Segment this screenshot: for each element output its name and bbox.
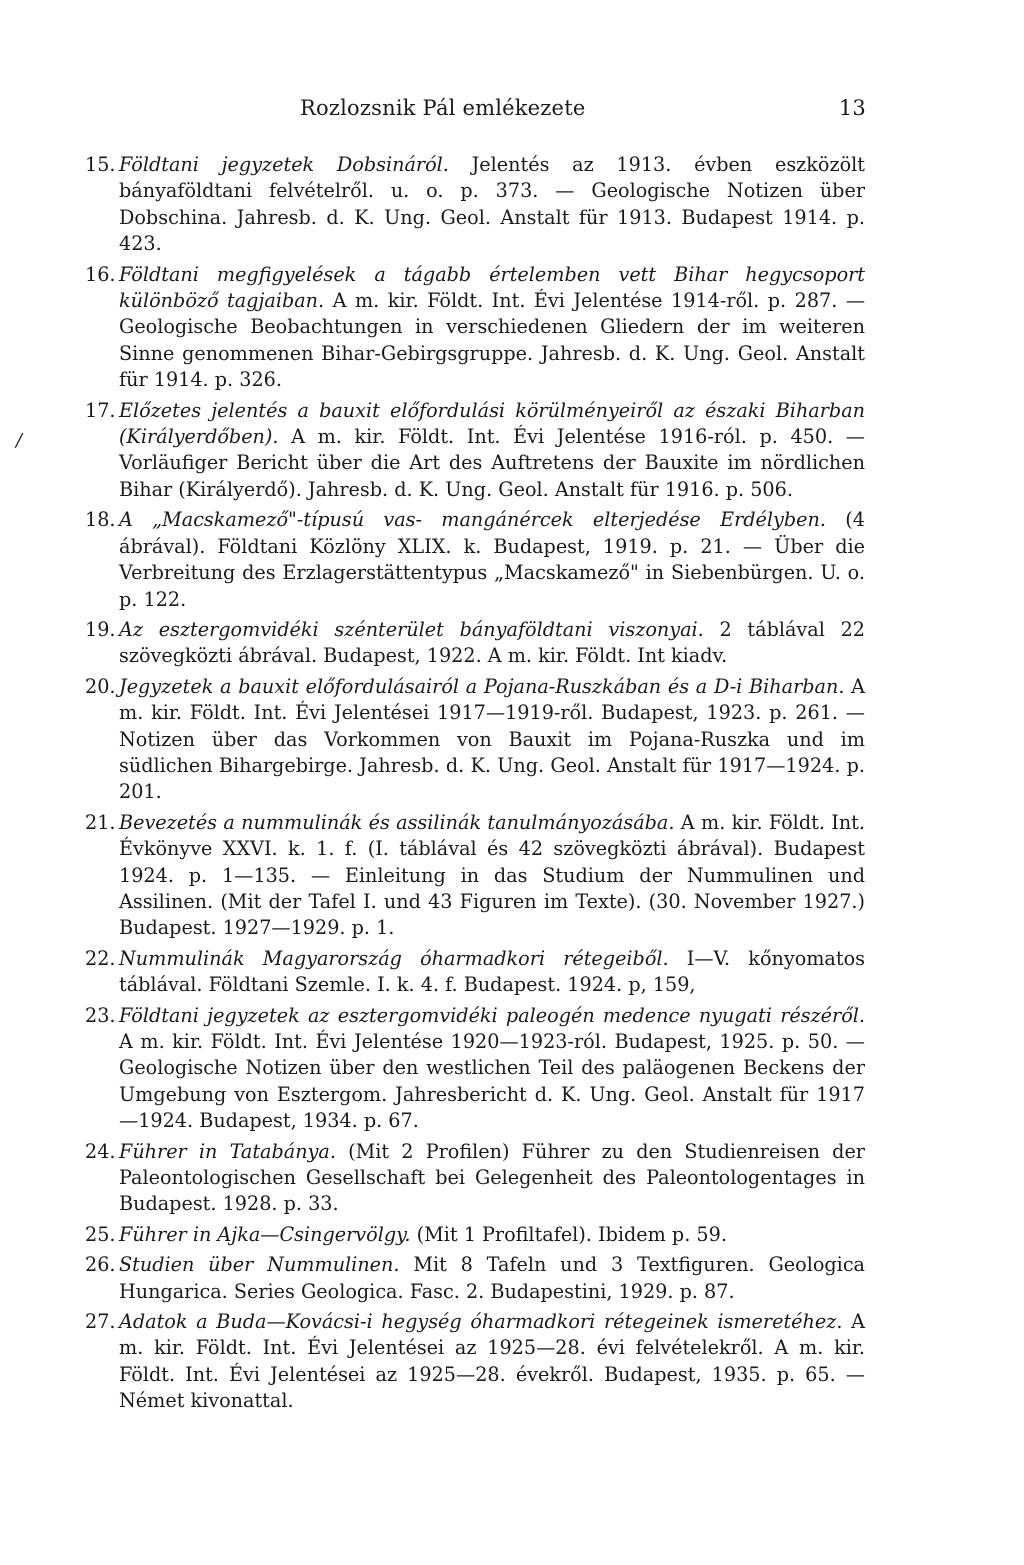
entry-details: Mit 8 Tafeln und 3 Textfiguren. Geologica Hungarica. Series Geologica. Fasc. 2. Budapestini, 1929. p. 87.	[119, 1253, 865, 1303]
entry-number: 20.	[85, 674, 116, 698]
entry-number: 27.	[85, 1310, 116, 1334]
entry-details: (Mit 2 Profilen) Führer zu den Studienreisen der Paleontologischen Gesellschaft bei Gelegenheit des Paleontologentages in Budapest. 1928. p. 33.	[119, 1139, 865, 1216]
margin-mark: /	[16, 430, 23, 451]
entry-number: 26.	[85, 1253, 116, 1277]
entry-details: 2 táblával 22 szövegközti ábrával. Budapest, 1922. A m. kir. Földt. Int kiadv.	[119, 617, 865, 668]
bibliography-entry	[85, 617, 865, 670]
entry-number: 16.	[85, 262, 116, 286]
entry-details: A m. kir. Földt. Int. Évi Jelentése 1920—1923-ról. Budapest, 1925. p. 50. — Geologische Notizen über den westlichen Teil des paläogenen Beckens der Umgebung von Esztergom. Jahresbericht d. K. Ung. Geol. Anstalt für 1917—1924. Budapest, 1934. p. 67.	[119, 1030, 865, 1133]
bibliography-entry	[85, 946, 865, 999]
running-title: Rozlozsnik Pál emlékezete	[300, 96, 586, 120]
entry-details: Jelentés az 1913. évben eszközölt bányaföldtani felvételről. u. o. p. 373. — Geologische Notizen über Dobschina. Jahresb. d. K. Ung. Geol. Anstalt für 1913. Budapest 1914. p. 423.	[119, 153, 865, 256]
entry-number: 25.	[85, 1222, 116, 1246]
entry-title: Az esztergomvidéki szénterület bányaföldtani viszonyai.	[119, 617, 704, 641]
bibliography-entry	[85, 1139, 865, 1218]
bibliography-entry	[85, 152, 865, 258]
entry-number: 18.	[85, 508, 116, 532]
entry-title: Jegyzetek a bauxit előfordulásairól a Pojana-Ruszkában és a D-i Biharban.	[119, 674, 845, 698]
entry-details: A m. kir. Földt. Int. Évi Jelentése 1914-ről. p. 287. — Geologische Beobachtungen in verschiedenen Gliedern der im weiteren Sinne genommenen Bihar-Gebirgsgruppe. Jahresb. d. K. Ung. Geol. Anstalt für 1914. p. 326.	[119, 289, 866, 392]
entry-title: Bevezetés a nummulinák és assilinák tanulmányozásába.	[119, 810, 675, 834]
bibliography-list	[85, 152, 865, 1419]
entry-number: 17.	[85, 398, 116, 422]
bibliography-entry	[85, 1222, 865, 1248]
entry-title: Studien über Nummulinen.	[119, 1253, 400, 1277]
entry-number: 19.	[85, 617, 116, 641]
entry-details: A m. kir. Földt. Int. Évi Jelentése 1916-ról. p. 450. — Vorläufiger Bericht über die Art des Auftretens der Bauxite im nördlichen Bihar (Királyerdő). Jahresb. d. K. Ung. Geol. Anstalt für 1916. p. 506.	[119, 425, 865, 501]
entry-number: 24.	[85, 1139, 116, 1163]
entry-number: 23.	[85, 1003, 116, 1027]
entry-details: A m. kir. Földt. Int. Évi Jelentései az 1925—28. évi felvételekről. A m. kir. Földt. Int. Évi Jelentései az 1925—28. évekről. Budapest, 1935. p. 65. — Német kivonattal.	[119, 1310, 865, 1413]
bibliography-entry	[85, 810, 865, 942]
entry-number: 22.	[85, 946, 116, 970]
bibliography-entry	[85, 674, 865, 806]
bibliography-entry	[85, 1252, 865, 1305]
entry-number: 21.	[85, 810, 116, 834]
running-header	[300, 96, 880, 120]
page-number: 13	[838, 96, 866, 120]
entry-title: Előzetes jelentés a bauxit előfordulási körülményeiről az északi Biharban (Királyerdőben).	[119, 398, 865, 449]
entry-title: Führer in Tatabánya.	[119, 1139, 336, 1163]
entry-title: Földtani megfigyelések a tágabb értelemben vett Bihar hegycsoport különböző tagjaiban.	[119, 262, 865, 313]
entry-title: Führer in Ajka—Csingervölgy.	[119, 1222, 411, 1246]
bibliography-entry	[85, 398, 865, 504]
entry-title: A „Macskamező"-típusú vas- mangánércek elterjedése Erdélyben.	[119, 508, 826, 532]
entry-title: Adatok a Buda—Kovácsi-i hegység óharmadkori rétegeinek ismeretéhez.	[119, 1310, 843, 1334]
entry-details: (4 ábrával). Földtani Közlöny XLIX. k. Budapest, 1919. p. 21. — Über die Verbreitung des Erzlagerstättentypus „Macskamező" in Siebenbürgen. U. o. p. 122.	[119, 508, 866, 611]
bibliography-entry	[85, 1309, 865, 1415]
entry-title: Földtani jegyzetek az esztergomvidéki paleogén medence nyugati részéről.	[119, 1003, 865, 1027]
entry-title: Földtani jegyzetek Dobsináról.	[119, 153, 449, 176]
bibliography-entry	[85, 1003, 865, 1135]
entry-details: A m. kir. Földt. Int. Évi Jelentései 1917—1919-ről. Budapest, 1923. p. 261. — Notizen über das Vorkommen von Bauxit im Pojana-Ruszka und im südlichen Bihargebirge. Jahresb. d. K. Ung. Geol. Anstalt für 1917—1924. p. 201.	[119, 674, 865, 804]
bibliography-entry	[85, 507, 865, 613]
entry-number: 15.	[85, 153, 116, 176]
entry-details: A m. kir. Földt. Int. Évkönyve XXVI. k. 1. f. (I. táblával és 42 szövegközti ábrával). Budapest 1924. p. 1—135. — Einleitung in das Studium der Nummulinen und Assilinen. (Mit der Tafel I. und 43 Figuren im Texte). (30. November 1927.) Budapest. 1927—1929. p. 1.	[119, 810, 865, 940]
entry-title: Nummulinák Magyarország óharmadkori rétegeiből.	[119, 946, 669, 970]
bibliography-entry	[85, 262, 865, 394]
entry-details: (Mit 1 Profiltafel). Ibidem p. 59.	[410, 1222, 727, 1246]
entry-details: I—V. kőnyomatos táblával. Földtani Szemle. I. k. 4. f. Budapest. 1924. p, 159,	[119, 946, 865, 997]
